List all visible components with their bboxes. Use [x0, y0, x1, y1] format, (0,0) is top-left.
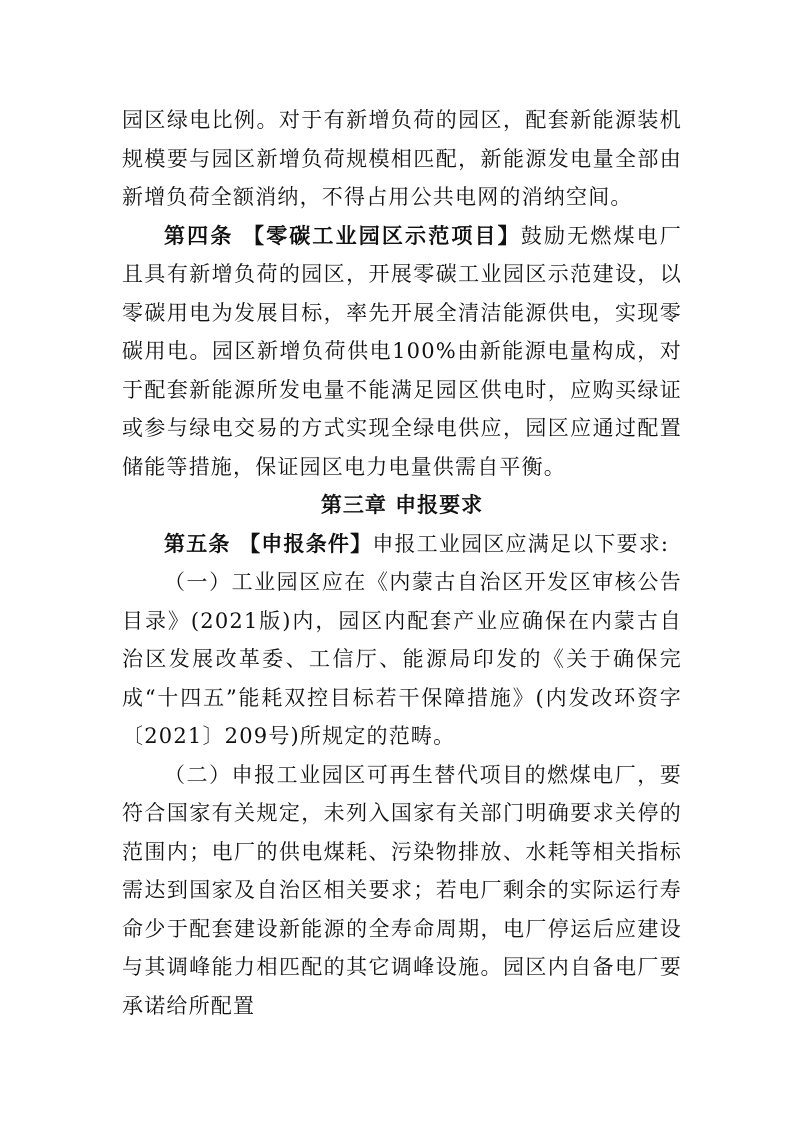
- article-5-label: 第五条 【申报条件】: [164, 530, 373, 556]
- requirement-1-paragraph: （一）工业园区应在《内蒙古自治区开发区审核公告目录》(2021版)内，园区内配套产业应确保在内蒙古自治区发展改革委、工信厅、能源局印发的《关于确保完成“十四五”能耗双控目标若干保障措施》(内发改环资字〔2021〕209号)所规定的范畴。: [122, 570, 682, 748]
- article-5-paragraph: [122, 525, 682, 564]
- article-4-text: 鼓励无燃煤电厂且具有新增负荷的园区，开展零碳工业园区示范建设，以零碳用电为发展目标，率先开展全清洁能源供电，实现零碳用电。园区新增负荷供电100%由新能源电量构成，对于配套新能源所发电量不能满足园区供电时，应购买绿证或参与绿电交易的方式实现全绿电供应，园区应通过配置储能等措施，保证园区电力电量供需自平衡。: [122, 223, 682, 479]
- requirement-2-paragraph: （二）申报工业园区可再生替代项目的燃煤电厂，要符合国家有关规定，未列入国家有关部门明确要求关停的范围内；电厂的供电煤耗、污染物排放、水耗等相关指标需达到国家及自治区相关要求；若电厂剩余的实际运行寿命少于配套建设新能源的全寿命周期，电厂停运后应建设与其调峰能力相匹配的其它调峰设施。园区内自备电厂要承诺给所配置: [122, 762, 682, 1018]
- paragraph-continued: 园区绿电比例。对于有新增负荷的园区，配套新能源装机规模要与园区新增负荷规模相匹配，新能源发电量全部由新增负荷全额消纳，不得占用公共电网的消纳空间。: [122, 108, 682, 209]
- article-5-text: 申报工业园区应满足以下要求:: [372, 531, 670, 556]
- document-page: [122, 101, 682, 1025]
- article-4-paragraph: [122, 217, 682, 487]
- article-4-label: 第四条 【零碳工业园区示范项目】: [164, 222, 521, 248]
- chapter-heading: 第三章 申报要求: [320, 492, 484, 517]
